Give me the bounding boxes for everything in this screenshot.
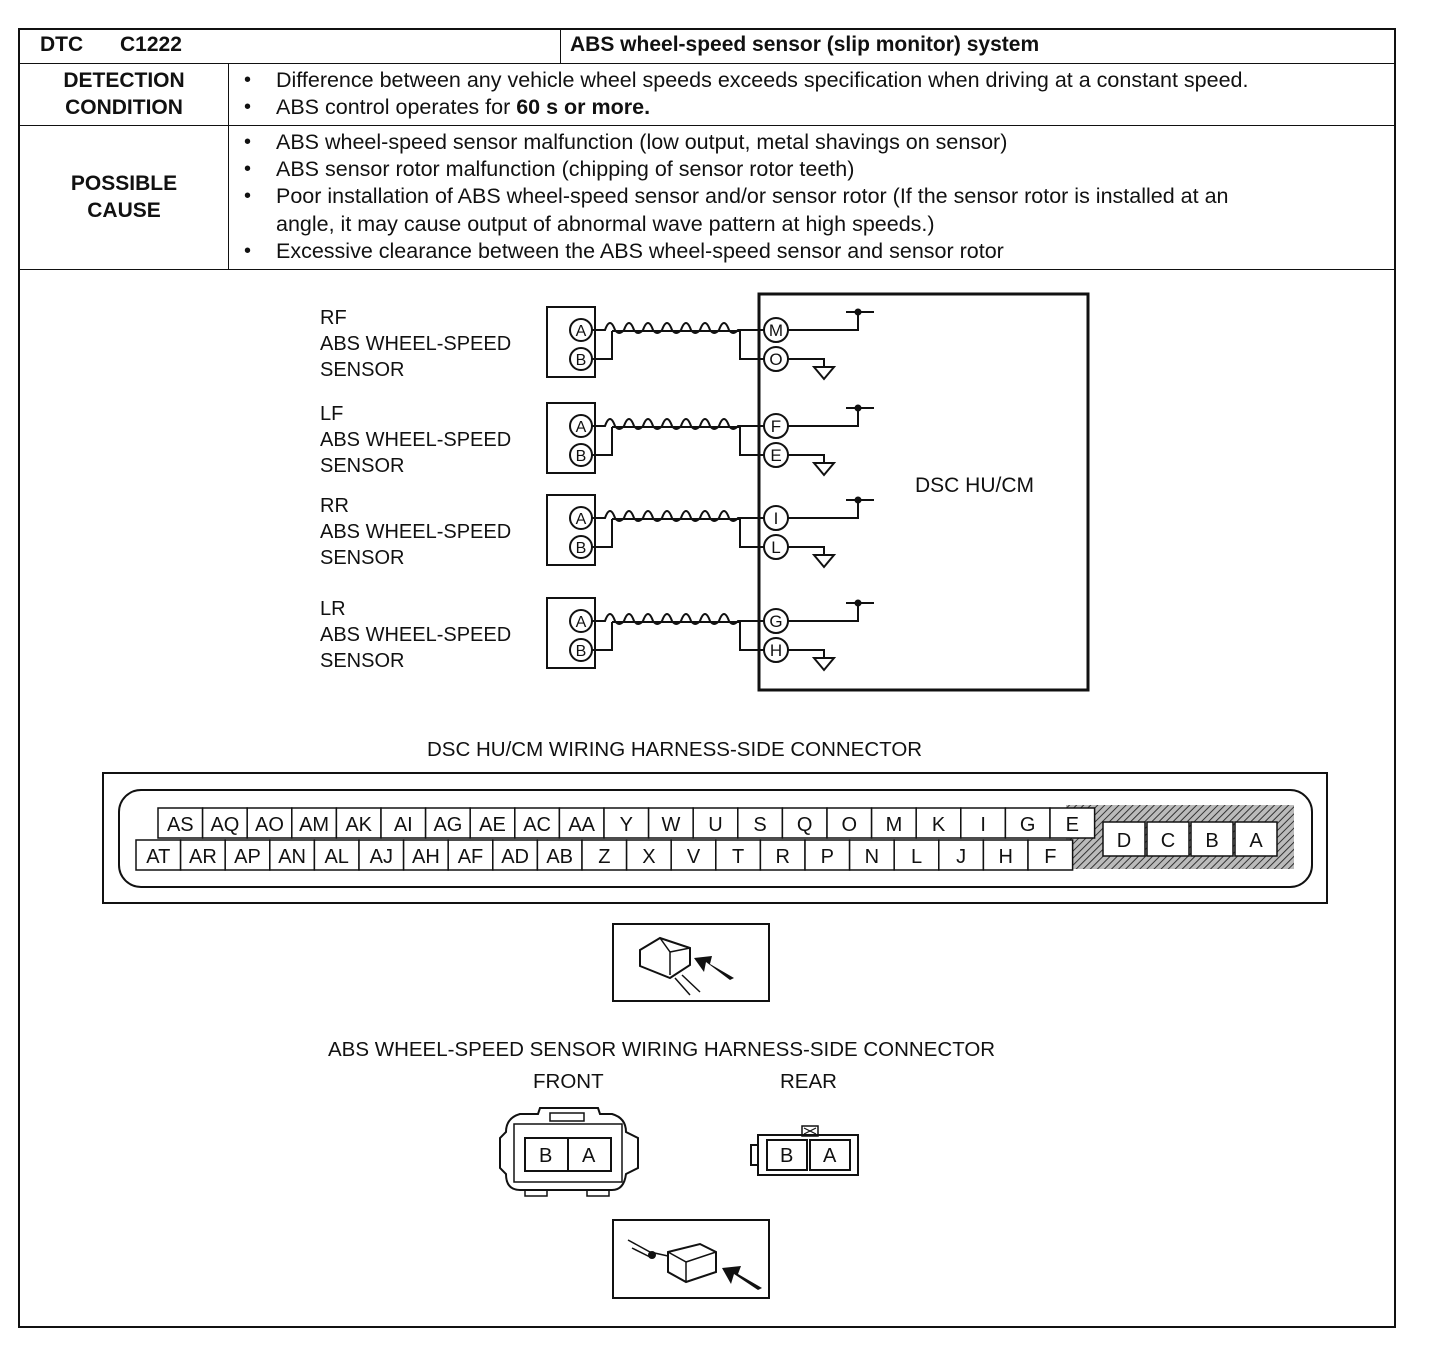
connector-view-icon	[613, 1220, 769, 1298]
sensor-pin-label: A	[575, 419, 587, 436]
hu-connector-pin-label: L	[910, 846, 923, 868]
sensor-sub: SENSOR	[320, 650, 405, 672]
hu-connector-power-pin-label: D	[1116, 830, 1132, 852]
hu-connector-pin-label: AQ	[210, 814, 240, 836]
hu-pin-label: L	[771, 538, 781, 557]
hu-connector-pin-label: K	[931, 814, 946, 836]
sensor-wire	[592, 331, 765, 359]
cause-item: • ABS sensor rotor malfunction (chipping of sensor rotor teeth)	[242, 156, 1228, 183]
hu-connector-pin-label: AC	[523, 814, 551, 836]
hu-connector-pin-label: AG	[433, 814, 463, 836]
hu-connector-pin-label: AO	[255, 814, 284, 836]
hu-connector-pin-label: G	[1019, 814, 1036, 836]
dtc-label: DTC	[40, 33, 84, 56]
hu-connector-pin-label: W	[661, 814, 681, 836]
hu-connector-pin-label: AT	[146, 846, 171, 868]
sensor-pin-label: A	[575, 614, 587, 631]
sensor-circuit-lf	[320, 403, 874, 477]
ground-icon	[788, 650, 834, 670]
sensor-wire	[592, 427, 765, 455]
hu-connector-pin-label: AK	[345, 814, 373, 836]
sensor-connector-title: ABS WHEEL-SPEED SENSOR WIRING HARNESS-SIDE CONNECTOR	[328, 1038, 996, 1061]
sensor-wire	[592, 519, 765, 547]
dsc-module-label: DSC HU/CM	[915, 474, 1034, 497]
junction-dot	[855, 497, 862, 504]
hu-connector-pin-label: Y	[619, 814, 633, 836]
detection-label: DETECTION CONDITION	[63, 69, 185, 119]
hu-connector-pin-label: AF	[457, 846, 484, 868]
cause-item-continued: angle, it may cause output of abnormal wave pattern at high speeds.)	[276, 211, 935, 236]
rear-label: REAR	[780, 1070, 837, 1093]
hu-connector-pin-label: O	[841, 814, 858, 836]
sensor-name: ABS WHEEL-SPEED	[320, 429, 512, 451]
hu-connector-pin-label: E	[1065, 814, 1079, 836]
sensor-circuit-rf	[320, 307, 874, 381]
sensor-circuit-rr	[320, 495, 874, 569]
hu-connector-pin-label: F	[1044, 846, 1057, 868]
junction-dot	[855, 309, 862, 316]
junction-dot	[855, 405, 862, 412]
sensor-name: ABS WHEEL-SPEED	[320, 521, 512, 543]
sensor-name: ABS WHEEL-SPEED	[320, 333, 512, 355]
hu-connector-pin-label: I	[980, 814, 986, 836]
sensor-pin-label: B	[575, 448, 587, 465]
hu-connector-pin-label: Q	[796, 814, 813, 836]
cause-item: • Poor installation of ABS wheel-speed sensor and/or sensor rotor (If the sensor rotor is installed at an	[242, 183, 1228, 210]
hu-connector-pin-label: AI	[393, 814, 413, 836]
hu-connector-power-pin-label: A	[1249, 830, 1263, 852]
hu-connector-pin-label: X	[642, 846, 656, 868]
sensor-position: LR	[320, 598, 346, 620]
hu-pin-label: F	[770, 417, 782, 436]
detection-item: • Difference between any vehicle wheel speeds exceeds specification when driving at a constant speed.	[242, 67, 1248, 94]
ground-icon	[788, 359, 834, 379]
sensor-sub: SENSOR	[320, 547, 405, 569]
detection-item: • ABS control operates for 60 s or more.	[242, 94, 1248, 121]
hu-connector-pin-label: AE	[479, 814, 506, 836]
hu-connector-pin-label: P	[820, 846, 834, 868]
hu-connector-pin-label: T	[731, 846, 745, 868]
sensor-position: LF	[320, 403, 344, 425]
cause-item: • ABS wheel-speed sensor malfunction (low output, metal shavings on sensor)	[242, 129, 1228, 156]
connector-view-icon	[613, 924, 769, 1001]
sensor-position: RR	[320, 495, 349, 517]
hu-connector-pin-label: AR	[189, 846, 217, 868]
hu-connector-pin-label: AN	[278, 846, 306, 868]
dtc-code: C1222	[120, 33, 182, 56]
sensor-name: ABS WHEEL-SPEED	[320, 624, 512, 646]
ground-icon	[788, 547, 834, 567]
hu-connector-pin-label: M	[885, 814, 903, 836]
hu-connector-title: DSC HU/CM WIRING HARNESS-SIDE CONNECTOR	[427, 738, 923, 761]
hu-connector-pin-label: R	[775, 846, 790, 868]
hu-pin-label: H	[769, 641, 783, 660]
rear-pin-a: A	[823, 1145, 837, 1167]
sensor-sub: SENSOR	[320, 455, 405, 477]
hu-pin-label: G	[769, 612, 783, 631]
hu-connector-pin-label: AD	[501, 846, 529, 868]
hu-connector-pin-label: AS	[166, 814, 194, 836]
sensor-groups	[320, 307, 874, 672]
hu-connector-pin-label: V	[686, 846, 701, 868]
sensor-pin-label: A	[575, 511, 587, 528]
hu-connector-pin-label: Z	[598, 846, 611, 868]
ground-icon	[788, 455, 834, 475]
hu-connector-power-pin-label: B	[1205, 830, 1219, 852]
hu-pin-label: I	[773, 509, 779, 528]
cause-item: • Excessive clearance between the ABS wheel-speed sensor and sensor rotor	[242, 238, 1228, 265]
hu-connector-pin-label: H	[998, 846, 1013, 868]
hu-connector-pin-label: N	[864, 846, 880, 868]
hu-pin-label: M	[768, 321, 784, 340]
internal-wire	[788, 603, 874, 621]
hu-connector-pin-label: AM	[299, 814, 330, 836]
internal-wire	[788, 312, 874, 330]
front-connector	[500, 1108, 638, 1196]
sensor-circuit-lr	[320, 598, 874, 672]
sensor-pin-label: B	[575, 352, 587, 369]
hu-connector-pin-label: AP	[234, 846, 261, 868]
hu-pin-label: O	[769, 350, 783, 369]
rear-connector	[751, 1126, 858, 1175]
hu-connector-pin-label: AH	[412, 846, 440, 868]
sensor-sub: SENSOR	[320, 359, 405, 381]
front-pin-a: A	[582, 1145, 596, 1167]
hu-connector-pin-label: S	[753, 814, 767, 836]
hu-connector-pin-label: AB	[546, 846, 574, 868]
hu-connector-pin-label: AA	[568, 814, 596, 836]
front-pin-b: B	[539, 1145, 553, 1167]
front-label: FRONT	[533, 1070, 604, 1093]
dtc-title: ABS wheel-speed sensor (slip monitor) system	[570, 33, 1040, 56]
cause-label: POSSIBLE CAUSE	[70, 172, 178, 222]
sensor-position: RF	[320, 307, 347, 329]
hu-connector-pin-label: J	[956, 846, 967, 868]
hu-pin-label: E	[770, 446, 782, 465]
rear-pin-b: B	[780, 1145, 794, 1167]
internal-wire	[788, 408, 874, 426]
sensor-pin-label: B	[575, 540, 587, 557]
sensor-pin-label: A	[575, 323, 587, 340]
internal-wire	[788, 500, 874, 518]
hu-connector-power-pin-label: C	[1160, 830, 1176, 852]
junction-dot	[855, 600, 862, 607]
hu-connector-pin-label: AL	[324, 846, 349, 868]
sensor-pin-label: B	[575, 643, 587, 660]
hu-connector-pin-label: U	[708, 814, 723, 836]
hu-connector-pin-label: AJ	[369, 846, 393, 868]
sensor-wire	[592, 622, 765, 650]
